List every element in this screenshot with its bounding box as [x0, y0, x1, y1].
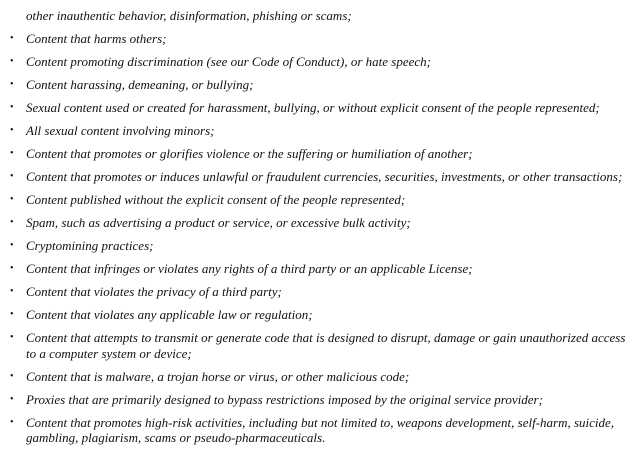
bullet-icon: • [10, 194, 14, 205]
list-item-text: Content that violates any applicable law or regulation; [26, 307, 313, 322]
list-item-text: Content that promotes or induces unlawful or fraudulent currencies, securities, investments, or other transactions; [26, 169, 623, 184]
bullet-icon: • [10, 171, 14, 182]
list-item [10, 369, 626, 385]
list-item-text: Content published without the explicit consent of the people represented; [26, 192, 406, 207]
bullet-icon: • [10, 79, 14, 90]
bullet-icon: • [10, 217, 14, 228]
list-item-text: Content that harms others; [26, 31, 167, 46]
bullet-icon: • [10, 148, 14, 159]
list-item [10, 215, 626, 231]
bullet-icon: • [10, 263, 14, 274]
bullet-icon: • [10, 332, 14, 343]
list-item [10, 54, 626, 70]
list-item [10, 146, 626, 162]
prohibited-content-list [10, 31, 626, 446]
list-item-text: Content that is malware, a trojan horse or virus, or other malicious code; [26, 368, 410, 384]
bullet-icon: • [10, 416, 14, 428]
list-item [10, 192, 626, 208]
list-item-text: Content that violates the privacy of a third party; [26, 284, 282, 299]
list-item [10, 415, 626, 446]
list-item [10, 238, 626, 254]
list-item-text: Proxies that are primarily designed to bypass restrictions imposed by the original service provider; [26, 391, 543, 407]
list-item [10, 169, 626, 185]
list-item-text: Spam, such as advertising a product or service, or excessive bulk activity; [26, 215, 411, 230]
list-item-text: Content that promotes high-risk activities, including but not limited to, weapons development, self-harm, suicide, gambling, plagiarism, scams or pseudo-pharmaceuticals. [26, 414, 615, 445]
list-item [10, 392, 626, 408]
list-item-text: Content harassing, demeaning, or bullying; [26, 77, 254, 92]
bullet-icon: • [10, 125, 14, 136]
continuation-text: other inauthentic behavior, disinformation, phishing or scams; [26, 8, 352, 23]
bullet-icon: • [10, 286, 14, 297]
list-item-text: Cryptomining practices; [26, 238, 154, 253]
list-item [10, 307, 626, 323]
list-item [10, 123, 626, 139]
bullet-icon: • [10, 33, 14, 44]
list-item-text: Content that attempts to transmit or generate code that is designed to disrupt, damage or gain unauthorized access to a computer system or device; [26, 330, 626, 361]
list-item [10, 100, 626, 116]
list-item [10, 330, 626, 361]
list-item [10, 31, 626, 47]
bullet-icon: • [10, 370, 14, 382]
list-item-text: Sexual content used or created for harassment, bullying, or without explicit consent of the people represented; [26, 100, 600, 115]
bullet-icon: • [10, 102, 14, 113]
bullet-icon: • [10, 240, 14, 251]
list-item-text: Content promoting discrimination (see our Code of Conduct), or hate speech; [26, 54, 431, 69]
list-item-text: All sexual content involving minors; [26, 123, 215, 138]
bullet-icon: • [10, 309, 14, 320]
list-item [10, 284, 626, 300]
list-item-text: Content that promotes or glorifies violence or the suffering or humiliation of another; [26, 146, 473, 161]
bullet-icon: • [10, 56, 14, 67]
list-item [10, 77, 626, 93]
list-item [10, 261, 626, 277]
list-item-text: Content that infringes or violates any rights of a third party or an applicable License; [26, 261, 473, 276]
bullet-icon: • [10, 393, 14, 405]
